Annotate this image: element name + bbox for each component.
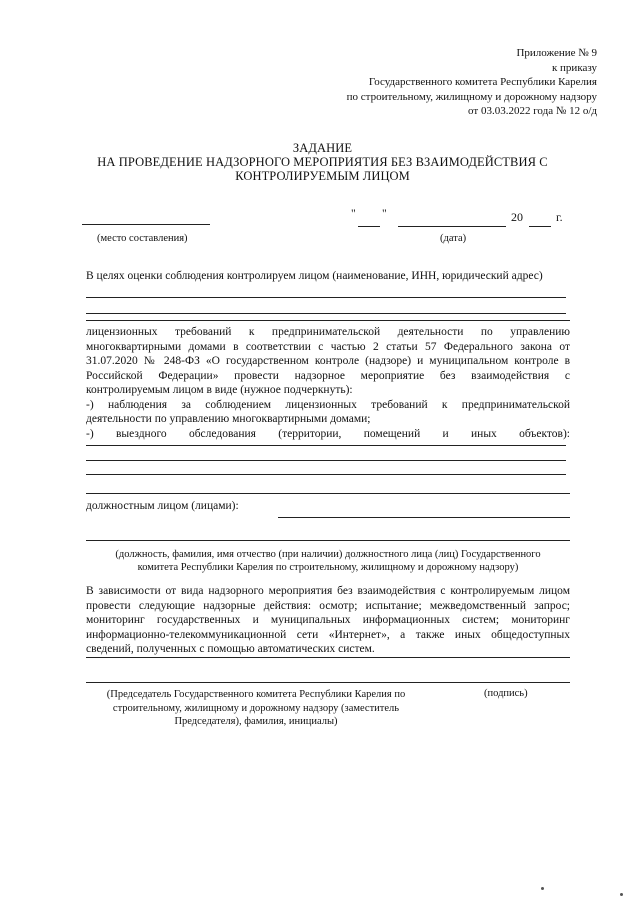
- option-monitoring-cont: деятельности по управлению многоквартирными домами;: [86, 413, 371, 425]
- appendix-line: от 03.03.2022 года № 12 о/д: [468, 105, 597, 117]
- official-label: должностным лицом (лицами):: [86, 500, 239, 512]
- scan-speck: [620, 893, 623, 896]
- note-line: комитета Республики Карелия по строительному, жилищному и дорожному надзору): [137, 562, 519, 573]
- appendix-header: [347, 46, 597, 119]
- document-title: [40, 141, 605, 183]
- objects-field-line[interactable]: [86, 474, 566, 475]
- paragraph-line: провести следующие надзорные действия: осмотр; испытание; межведомственный запрос;: [86, 599, 570, 612]
- appendix-line: по строительному, жилищному и дорожному надзору: [346, 90, 597, 103]
- paragraph-line: многоквартирными домами в соответствии с частью 2 статьи 57 Федерального закона от: [86, 340, 570, 353]
- paragraph-line: мониторинг государственных и муниципальных информационных систем; мониторинг: [86, 614, 570, 626]
- chair-line: Председателя), фамилия, инициалы): [174, 716, 338, 727]
- actions-field-line[interactable]: [86, 682, 570, 683]
- appendix-line: Приложение № 9: [516, 47, 597, 59]
- paragraph-line: 31.07.2020 № 248-ФЗ «О государственном контроле (надзоре) и муниципальном контроле в: [86, 355, 570, 367]
- paragraph-line: В зависимости от вида надзорного мероприятия без взаимодействия с контролируемым лицом: [86, 585, 570, 597]
- entity-field-line[interactable]: [86, 297, 566, 298]
- chair-line: (Председатель Государственного комитета Республики Карелия по: [106, 689, 406, 700]
- place-field[interactable]: [82, 224, 210, 225]
- actions-field-line[interactable]: [86, 657, 570, 658]
- official-note: [86, 548, 570, 574]
- actions-paragraph: [86, 584, 570, 657]
- objects-field-line[interactable]: [86, 460, 566, 461]
- appendix-line: к приказу: [551, 61, 597, 74]
- entity-field-line[interactable]: [86, 313, 566, 314]
- year-field[interactable]: [529, 226, 551, 227]
- year-prefix: 20: [511, 210, 523, 224]
- paragraph-line: Российской Федерации» провести надзорное мероприятие без взаимодействия с: [86, 369, 570, 382]
- month-field[interactable]: [398, 226, 506, 227]
- chair-line: строительному, жилищному и дорожному надзору (заместитель: [112, 702, 400, 714]
- official-field[interactable]: [278, 517, 570, 518]
- title-line: ЗАДАНИЕ: [292, 141, 353, 155]
- option-monitoring: -) наблюдения за соблюдением лицензионных требований к предпринимательской: [86, 398, 570, 411]
- day-field[interactable]: [358, 226, 380, 227]
- paragraph-line: информационно-телекоммуникационной сети «Интернет», а также иных общедоступных: [86, 628, 570, 641]
- entity-field-line[interactable]: [86, 320, 570, 321]
- year-suffix: г.: [556, 210, 563, 224]
- objects-field-line[interactable]: [86, 493, 570, 494]
- title-line: НА ПРОВЕДЕНИЕ НАДЗОРНОГО МЕРОПРИЯТИЯ БЕЗ ВЗАИМОДЕЙСТВИЯ С: [97, 155, 548, 169]
- signature-label: (подпись): [484, 688, 528, 699]
- paragraph-line: лицензионных требований к предпринимательской деятельности по управлению: [86, 326, 570, 338]
- appendix-line: Государственного комитета Республики Карелия: [368, 76, 597, 88]
- place-label: (место составления): [97, 233, 188, 244]
- objects-field-line[interactable]: [86, 445, 566, 446]
- paragraph-line: контролируемым лицом в виде (нужное подчеркнуть):: [86, 384, 353, 396]
- title-line: КОНТРОЛИРУЕМЫМ ЛИЦОМ: [235, 169, 410, 183]
- quote-open: ": [351, 208, 356, 220]
- chairman-signature-block: [86, 688, 426, 729]
- note-line: (должность, фамилия, имя отчество (при наличии) должностного лица (лиц) Государственного: [115, 549, 541, 560]
- paragraph-line: сведений, полученных с помощью автоматических систем.: [86, 643, 375, 655]
- date-label: (дата): [440, 233, 467, 244]
- purpose-paragraph: [86, 325, 570, 441]
- option-inspection: -) выездного обследования (территории, помещений и иных объектов):: [86, 427, 570, 440]
- quote-close: ": [382, 208, 387, 220]
- scan-speck: [541, 887, 544, 890]
- official-field-line[interactable]: [86, 540, 570, 541]
- purpose-intro: В целях оценки соблюдения контролируем лицом (наименование, ИНН, юридический адрес): [86, 270, 543, 282]
